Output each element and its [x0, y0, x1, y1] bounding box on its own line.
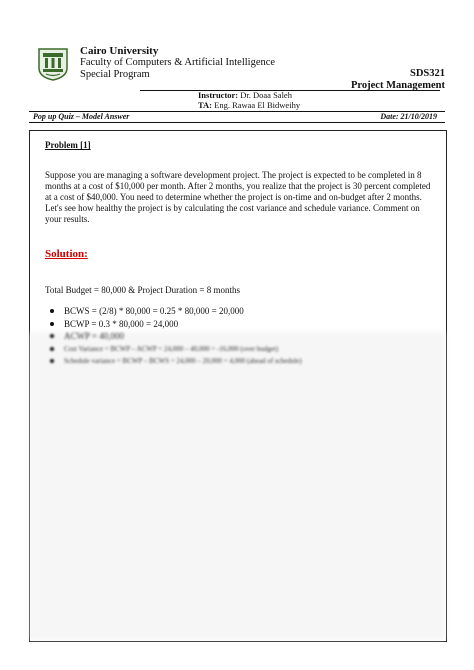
university-block [80, 45, 275, 81]
instructor-label: Instructor: [198, 90, 239, 100]
ta-label: TA: [198, 99, 213, 110]
bullet-icon [50, 334, 54, 338]
bullet-icon [50, 309, 54, 313]
bullet-icon [50, 322, 54, 326]
course-name: Project Management [351, 80, 445, 91]
quiz-title: Pop up Quiz – Model Answer [33, 112, 130, 121]
list-item: ACWP = 40,000 [50, 330, 302, 343]
quiz-date: Date: 21/10/2019 [380, 112, 437, 121]
list-item: BCWP = 0.3 * 80,000 = 24,000 [50, 318, 302, 331]
list-item: Schedule variance = BCWP – BCWS = 24,000 – 20,000 = 4,000 (ahead of schedule) [50, 355, 302, 368]
faculty-name: Faculty of Computers & Artificial Intelligence [80, 57, 276, 68]
problem-heading: Problem [1] [45, 140, 91, 150]
quiz-title-bar [29, 111, 445, 123]
budget-line: Total Budget = 80,000 & Project Duration = 8 months [45, 285, 241, 295]
university-name: Cairo University [80, 45, 159, 57]
solution-list [50, 305, 302, 368]
bullet-icon [50, 347, 54, 351]
university-logo-icon [36, 46, 70, 82]
ta-line [198, 101, 300, 111]
list-item: BCWS = (2/8) * 80,000 = 0.25 * 80,000 = 20,000 [50, 305, 302, 318]
staff-block [198, 91, 300, 110]
list-item: Cost Variance = BCWP – ACWP = 24,000 – 40,000 = -16,000 (over budget) [50, 343, 302, 356]
blurred-overlay [29, 332, 445, 640]
ta-name: Eng. Rawaa El Bidweihy [214, 99, 301, 110]
bullet-icon [50, 359, 54, 363]
solution-heading: Solution: [45, 248, 88, 260]
instructor-name: Dr. Doaa Saleh [240, 90, 292, 100]
course-code: SDS321 [409, 68, 445, 79]
problem-text: Suppose you are managing a software development project. The project is expected to be completed in 8 months at a cost of $10,000 per month. After 2 months, you realize that the project is 30 percent completed at a cost of $40,000. You need to determine whether the project is on-time and on-budget after 2 months. Let's see how healthy the project is by calculating the cost variance and schedule variance. Comment on your results. [45, 170, 431, 224]
program-name: Special Program [80, 69, 150, 80]
course-block [351, 68, 445, 92]
